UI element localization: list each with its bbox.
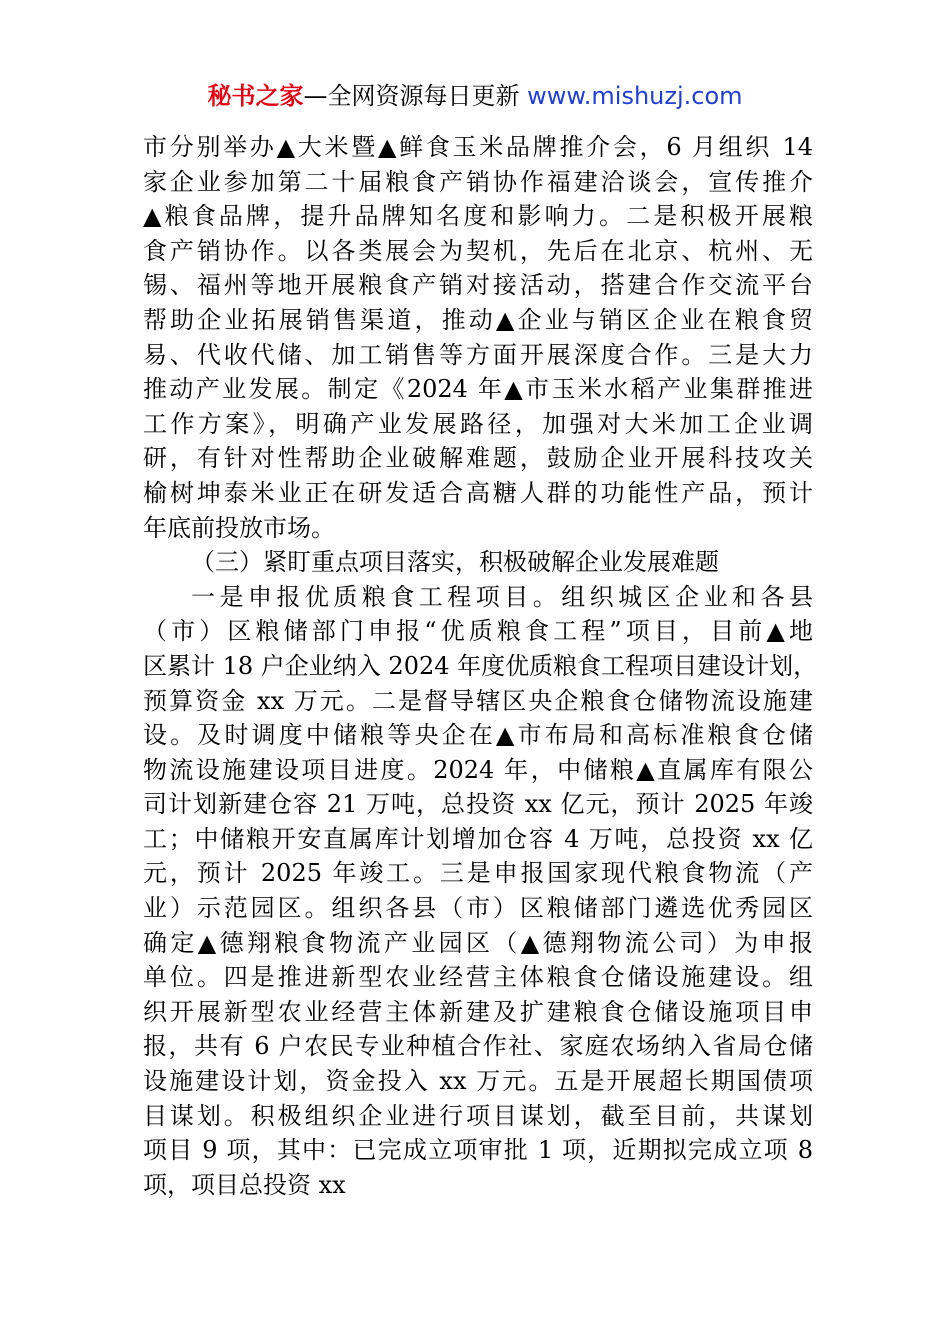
text-line: 物流设施建设项目进度。2024 年，中储粮▲直属库有限公 bbox=[143, 755, 813, 784]
text-line: 报，共有 6 户农民专业种植合作社、家庭农场纳入省局仓储 bbox=[143, 1032, 813, 1061]
text-line: 工；中储粮开安直属库计划增加仓容 4 万吨，总投资 xx 亿 bbox=[143, 824, 813, 853]
text-line: 织开展新型农业经营主体新建及扩建粮食仓储设施项目申 bbox=[143, 997, 813, 1026]
text-line: 预算资金 xx 万元。二是督导辖区央企粮食仓储物流设施建 bbox=[143, 686, 813, 715]
text-line: ▲粮食品牌，提升品牌知名度和影响力。二是积极开展粮 bbox=[143, 202, 813, 231]
text-line: 单位。四是推进新型农业经营主体粮食仓储设施建设。组 bbox=[143, 963, 813, 992]
text-line: 一是申报优质粮食工程项目。组织城区企业和各县 bbox=[191, 582, 813, 611]
text-line: 榆树坤泰米业正在研发适合高糖人群的功能性产品，预计 bbox=[143, 478, 813, 507]
text-line: 司计划新建仓容 21 万吨，总投资 xx 亿元，预计 2025 年竣 bbox=[143, 790, 813, 819]
document-body bbox=[143, 130, 818, 1202]
text-line: 设施建设计划，资金投入 xx 万元。五是开展超长期国债项 bbox=[143, 1067, 813, 1096]
text-line: 设。及时调度中储粮等央企在▲市布局和高标准粮食仓储 bbox=[143, 721, 813, 750]
text-line: 工作方案》，明确产业发展路径，加强对大米加工企业调 bbox=[143, 409, 813, 438]
text-line: 市分别举办▲大米暨▲鲜食玉米品牌推介会，6 月组织 14 bbox=[143, 133, 813, 161]
text-line: 锡、福州等地开展粮食产销对接活动，搭建合作交流平台 bbox=[143, 271, 813, 300]
text-line: 帮助企业拓展销售渠道，推动▲企业与销区企业在粮食贸 bbox=[143, 305, 813, 334]
text-line: （市）区粮储部门申报“优质粮食工程”项目，目前▲地 bbox=[143, 617, 813, 646]
text-line: 研，有针对性帮助企业破解难题，鼓励企业开展科技攻关 bbox=[143, 444, 813, 473]
brand-name: 秘书之家 bbox=[207, 82, 304, 110]
header-tagline: —全网资源每日更新 bbox=[303, 82, 528, 110]
section-heading: （三）紧盯重点项目落实，积极破解企业发展难题 bbox=[191, 548, 719, 577]
text-line: 家企业参加第二十届粮食产销协作福建洽谈会，宣传推介 bbox=[143, 167, 813, 196]
site-url-link[interactable]: www.mishuzj.com bbox=[527, 82, 743, 110]
text-line: 项目 9 项，其中：已完成立项审批 1 项，近期拟完成立项 8 bbox=[143, 1136, 813, 1165]
text-line: 区累计 18 户企业纳入 2024 年度优质粮食工程项目建设计划， bbox=[143, 651, 818, 680]
text-line: 推动产业发展。制定《2024 年▲市玉米水稻产业集群推进 bbox=[143, 375, 813, 404]
text-line: 项，项目总投资 xx bbox=[143, 1170, 346, 1199]
text-line: 目谋划。积极组织企业进行项目谋划，截至目前，共谋划 bbox=[143, 1101, 813, 1130]
text-line: 确定▲德翔粮食物流产业园区（▲德翔物流公司）为申报 bbox=[143, 928, 813, 957]
text-line: 食产销协作。以各类展会为契机，先后在北京、杭州、无 bbox=[143, 236, 813, 265]
text-line: 易、代收代储、加工销售等方面开展深度合作。三是大力 bbox=[143, 340, 813, 369]
text-line: 元，预计 2025 年竣工。三是申报国家现代粮食物流（产 bbox=[143, 859, 813, 888]
text-line: 业）示范园区。组织各县（市）区粮储部门遴选优秀园区 bbox=[143, 894, 813, 923]
text-line: 年底前投放市场。 bbox=[143, 513, 335, 542]
site-header bbox=[0, 80, 950, 112]
